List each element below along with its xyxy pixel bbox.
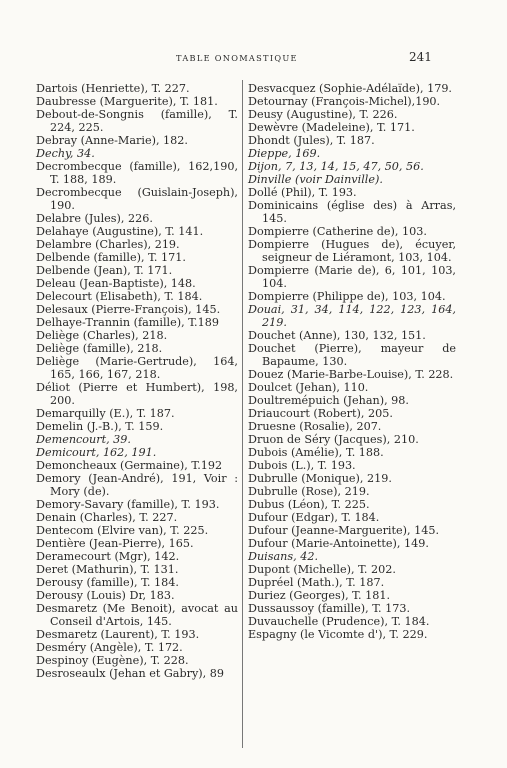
index-entry: Dubrulle (Monique), 219. bbox=[248, 472, 392, 485]
index-entry: Demencourt, 39. bbox=[36, 433, 131, 446]
index-entry: Delbende (famille), T. 171. bbox=[36, 251, 186, 264]
index-entry: Delhaye-Trannin (famille), T.189 bbox=[36, 316, 219, 329]
index-entry: Deramecourt (Mgr), 142. bbox=[36, 550, 180, 563]
index-entry: Decrombecque (famille), 162,190, T. 188, 189. bbox=[36, 160, 238, 186]
index-entry: Dufour (Edgar), T. 184. bbox=[248, 511, 380, 524]
index-column-left bbox=[36, 82, 238, 680]
index-entry: Demoncheaux (Germaine), T.192 bbox=[36, 459, 223, 472]
index-entry: Douchet (Pierre), mayeur de Bapaume, 130. bbox=[248, 342, 456, 368]
index-entry: Duvauchelle (Prudence), T. 184. bbox=[248, 615, 430, 628]
index-entry: Delesaux (Pierre-François), 145. bbox=[36, 303, 221, 316]
index-entry: Déliot (Pierre et Humbert), 198, 200. bbox=[36, 381, 238, 407]
index-entry: Detournay (François-Michel),190. bbox=[248, 95, 441, 108]
index-entry: Driaucourt (Robert), 205. bbox=[248, 407, 393, 420]
index-entry: Desmaretz (Me Benoit), avocat au Conseil d'Artois, 145. bbox=[36, 602, 238, 628]
index-entry: Delabre (Jules), 226. bbox=[36, 212, 153, 225]
index-entry: Dentecom (Elvire van), T. 225. bbox=[36, 524, 209, 537]
index-entry: Daubresse (Marguerite), T. 181. bbox=[36, 95, 218, 108]
index-entry: Duriez (Georges), T. 181. bbox=[248, 589, 391, 602]
running-title: TABLE ONOMASTIQUE bbox=[176, 53, 298, 63]
index-entry: Doulcet (Jehan), 110. bbox=[248, 381, 369, 394]
index-entry: Demicourt, 162, 191. bbox=[36, 446, 157, 459]
index-entry: Desmaretz (Laurent), T. 193. bbox=[36, 628, 200, 641]
index-entry: Deusy (Augustine), T. 226. bbox=[248, 108, 398, 121]
index-entry: Debout-de-Songnis (famille), T. 224, 225. bbox=[36, 108, 238, 134]
index-entry: Dentière (Jean-Pierre), 165. bbox=[36, 537, 194, 550]
index-entry: Dompierre (Marie de), 6, 101, 103, 104. bbox=[248, 264, 456, 290]
column-divider bbox=[242, 80, 243, 748]
index-entry: Delbende (Jean), T. 171. bbox=[36, 264, 173, 277]
index-entry: Debray (Anne-Marie), 182. bbox=[36, 134, 188, 147]
index-entry: Desvacquez (Sophie-Adélaïde), 179. bbox=[248, 82, 452, 95]
index-entry: Dollé (Phil), T. 193. bbox=[248, 186, 357, 199]
index-entry: Druon de Séry (Jacques), 210. bbox=[248, 433, 419, 446]
index-entry: Demory-Savary (famille), T. 193. bbox=[36, 498, 220, 511]
index-entry: Dompierre (Hugues de), écuyer, seigneur de Liéramont, 103, 104. bbox=[248, 238, 456, 264]
index-entry: Dupont (Michelle), T. 202. bbox=[248, 563, 396, 576]
index-entry: Dussaussoy (famille), T. 173. bbox=[248, 602, 411, 615]
index-entry: Deleau (Jean-Baptiste), 148. bbox=[36, 277, 196, 290]
index-entry: Dupréel (Math.), T. 187. bbox=[248, 576, 385, 589]
index-entry: Delambre (Charles), 219. bbox=[36, 238, 180, 251]
index-entry: Deliège (famille), 218. bbox=[36, 342, 163, 355]
index-entry: Douai, 31, 34, 114, 122, 123, 164, 219. bbox=[248, 303, 456, 329]
index-entry: Douchet (Anne), 130, 132, 151. bbox=[248, 329, 426, 342]
index-entry: Deliège (Marie-Gertrude), 164, 165, 166, 167, 218. bbox=[36, 355, 238, 381]
index-entry: Dubrulle (Rose), 219. bbox=[248, 485, 370, 498]
index-entry: Desroseaulx (Jehan et Gabry), 89 bbox=[36, 667, 225, 680]
index-entry: Deliège (Charles), 218. bbox=[36, 329, 168, 342]
index-entry: Dijon, 7, 13, 14, 15, 47, 50, 56. bbox=[248, 160, 424, 173]
page-number: 241 bbox=[409, 50, 432, 64]
index-entry: Demelin (J.-B.), T. 159. bbox=[36, 420, 164, 433]
page-header bbox=[0, 50, 507, 66]
index-entry: Dewèvre (Madeleine), T. 171. bbox=[248, 121, 415, 134]
index-entry: Dompierre (Catherine de), 103. bbox=[248, 225, 427, 238]
index-entry: Derousy (Louis) Dr, 183. bbox=[36, 589, 175, 602]
index-entry: Demory (Jean-André), 191, Voir : Mory (de). bbox=[36, 472, 238, 498]
index-entry: Dieppe, 169. bbox=[248, 147, 321, 160]
index-entry: Decrombecque (Guislain-Joseph), 190. bbox=[36, 186, 238, 212]
index-entry: Dominicains (église des) à Arras, 145. bbox=[248, 199, 456, 225]
index-entry: Delecourt (Elisabeth), T. 184. bbox=[36, 290, 203, 303]
index-entry: Dufour (Marie-Antoinette), 149. bbox=[248, 537, 429, 550]
index-entry: Desméry (Angèle), T. 172. bbox=[36, 641, 183, 654]
index-entry: Douez (Marie-Barbe-Louise), T. 228. bbox=[248, 368, 454, 381]
index-entry: Dinville (voir Dainville). bbox=[248, 173, 383, 186]
index-entry: Dechy, 34. bbox=[36, 147, 95, 160]
index-column-right bbox=[248, 82, 456, 641]
index-entry: Denain (Charles), T. 227. bbox=[36, 511, 178, 524]
index-entry: Despinoy (Eugène), T. 228. bbox=[36, 654, 189, 667]
index-entry: Dubus (Léon), T. 225. bbox=[248, 498, 370, 511]
index-entry: Demarquilly (E.), T. 187. bbox=[36, 407, 175, 420]
index-entry: Espagny (le Vicomte d'), T. 229. bbox=[248, 628, 428, 641]
index-entry: Dubois (L.), T. 193. bbox=[248, 459, 356, 472]
index-entry: Doultremépuich (Jehan), 98. bbox=[248, 394, 409, 407]
index-entry: Dartois (Henriette), T. 227. bbox=[36, 82, 190, 95]
index-entry: Derousy (famille), T. 184. bbox=[36, 576, 179, 589]
index-entry: Delahaye (Augustine), T. 141. bbox=[36, 225, 204, 238]
index-entry: Druesne (Rosalie), 207. bbox=[248, 420, 382, 433]
index-entry: Duisans, 42. bbox=[248, 550, 319, 563]
index-entry: Dhondt (Jules), T. 187. bbox=[248, 134, 375, 147]
index-entry: Dubois (Amélie), T. 188. bbox=[248, 446, 384, 459]
index-entry: Dompierre (Philippe de), 103, 104. bbox=[248, 290, 446, 303]
index-entry: Deret (Mathurin), T. 131. bbox=[36, 563, 179, 576]
index-entry: Dufour (Jeanne-Marguerite), 145. bbox=[248, 524, 440, 537]
